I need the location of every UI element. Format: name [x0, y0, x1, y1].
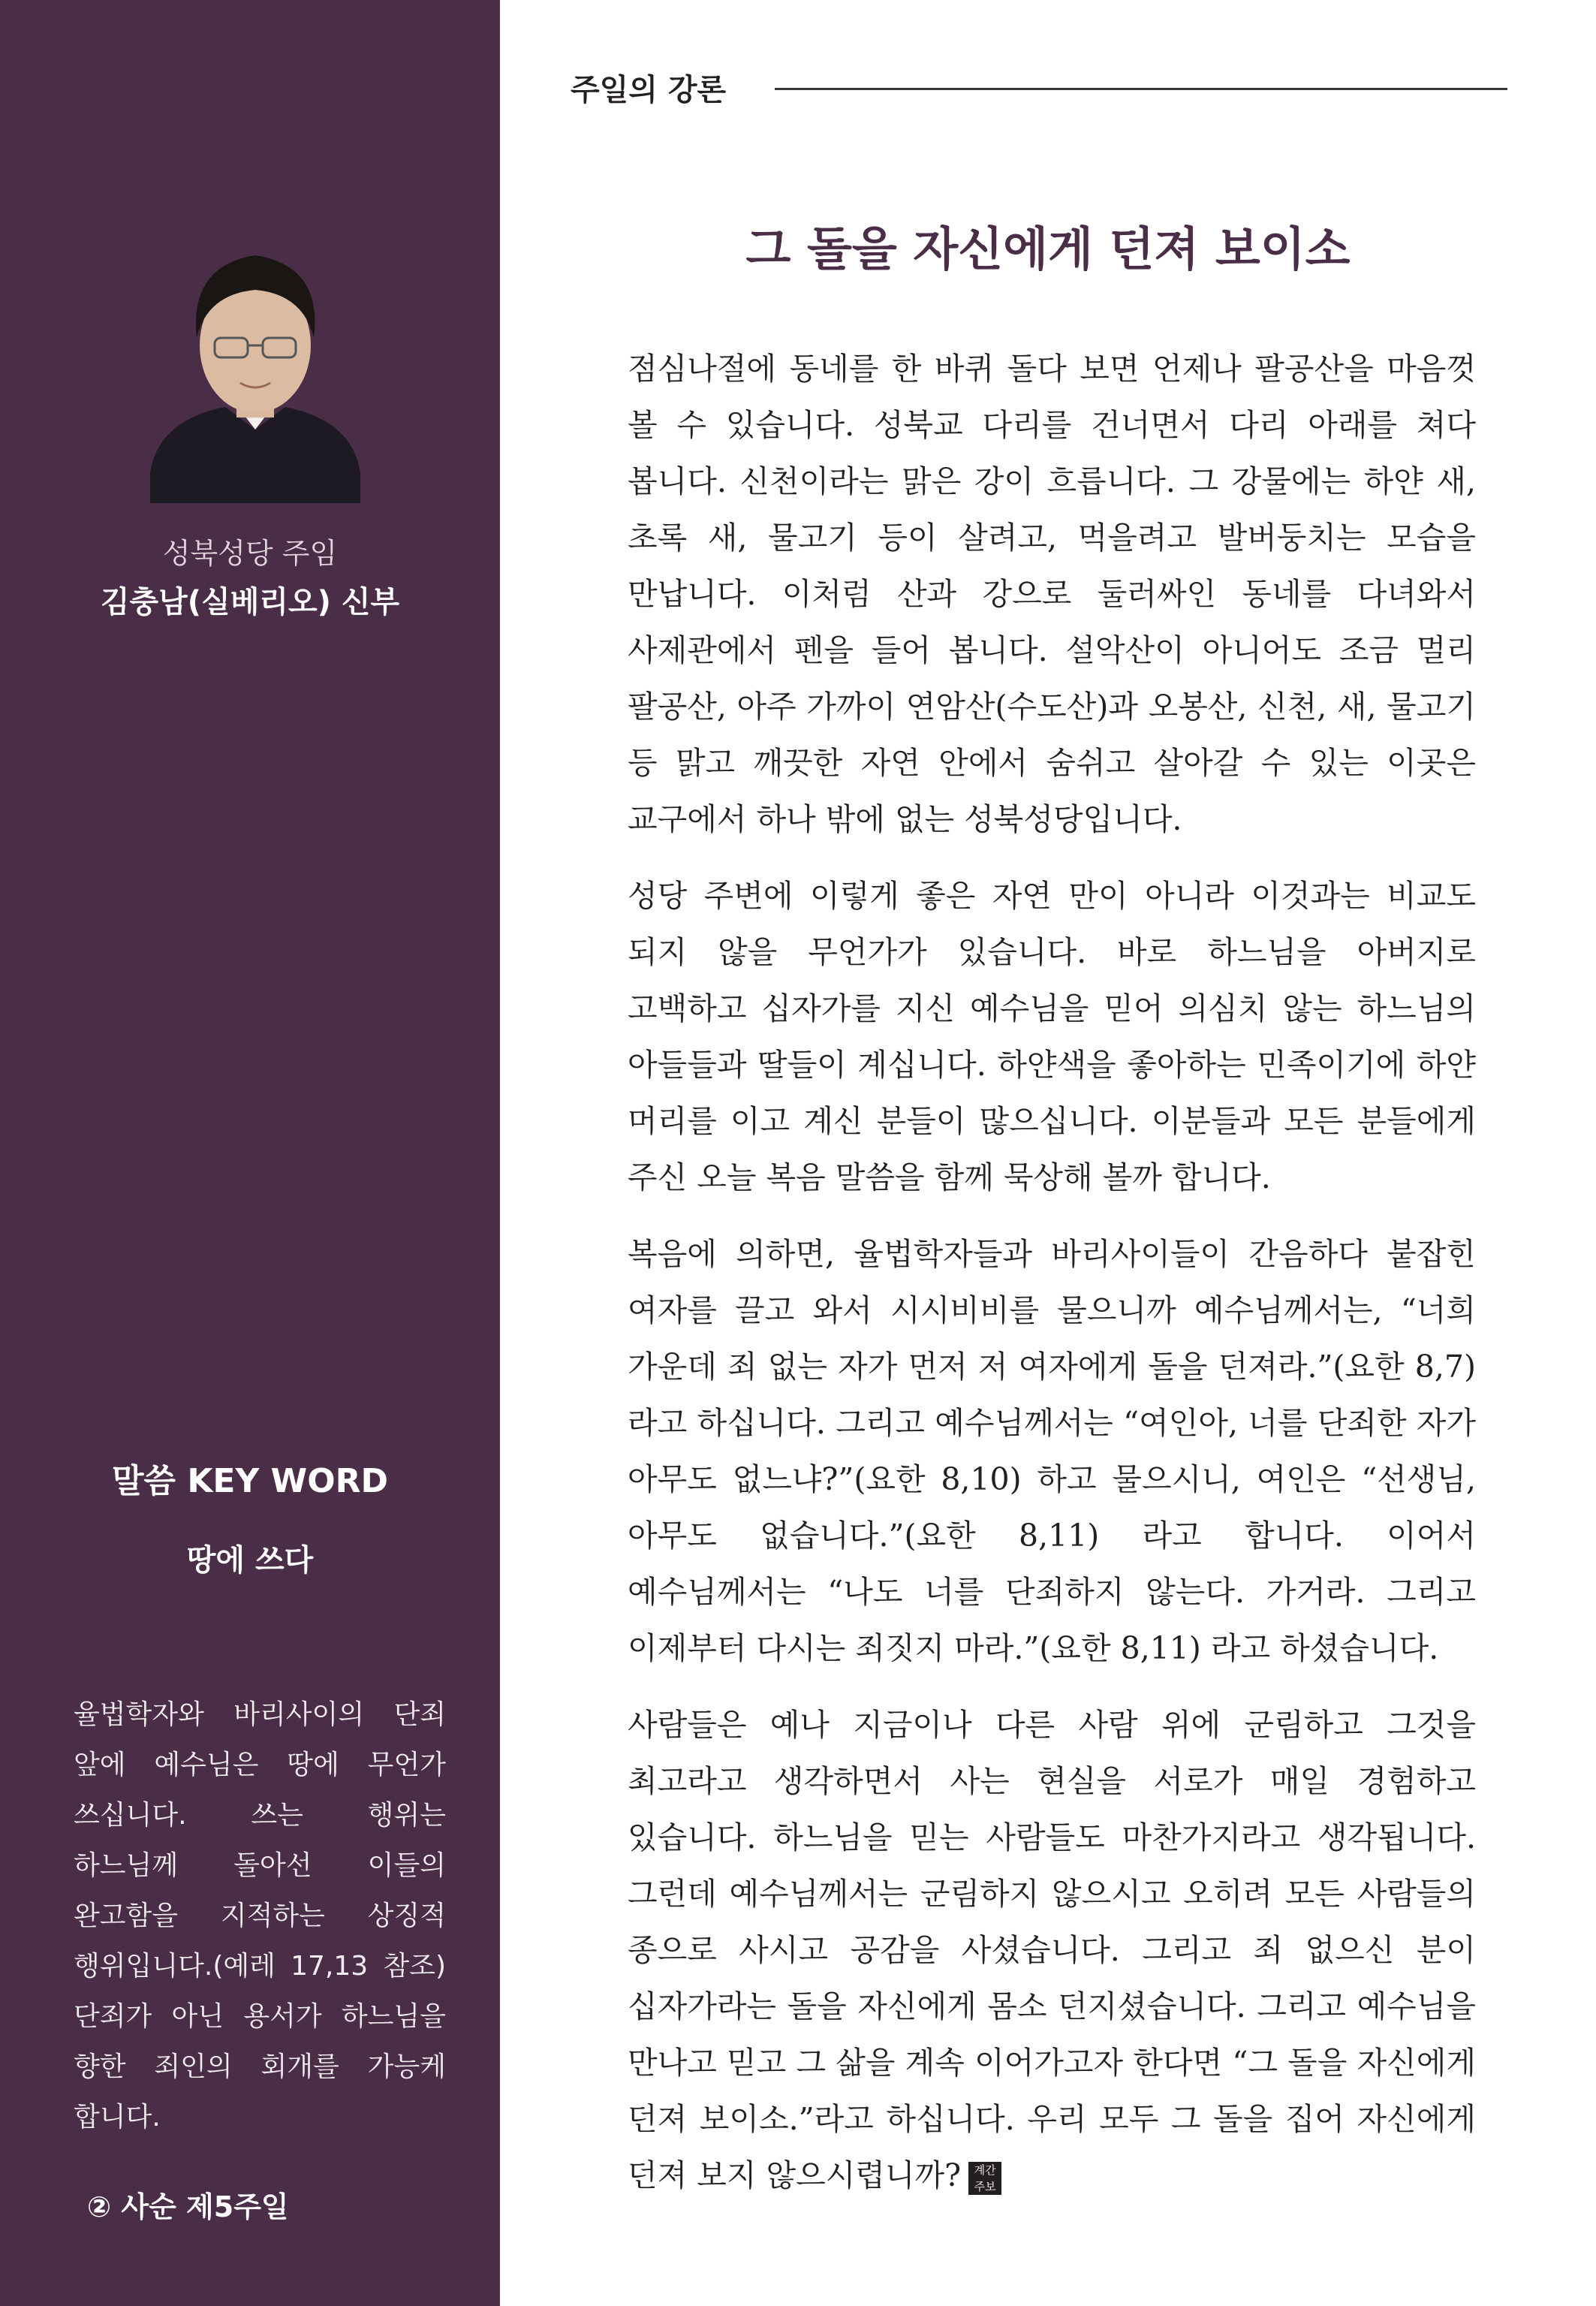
article-paragraph-text: 사람들은 예나 지금이나 다른 사람 위에 군림하고 그것을 최고라고 생각하면서 사는 현실을 서로가 매일 경험하고 있습니다. 하느님을 믿는 사람들도 마찬가지라고 생각됩니다. 그런데 예수님께서는 군림하지 않으시고 오히려 모든 사람들의 종으로 사시고 공감을 사셨습니다. 그리고 죄 없으신 분이 십자가라는 돌을 자신에게 몸소 던지셨습니다. 그리고 예수님을 만나고 믿고 그 삶을 계속 이어가고자 한다면 “그 돌을 자신에게 던져 보이소.”라고 하십니다. 우리 모두 그 돌을 집어 자신에게 던져 보지 않으시렵니까?: [628, 1707, 1476, 2193]
sidebar: [0, 0, 500, 2306]
header-divider: [775, 88, 1507, 90]
section-label: 주일의 강론: [571, 73, 727, 107]
author-role: 성북성당 주임: [162, 537, 338, 570]
article-paragraph: 복음에 의하면, 율법학자들과 바리사이들이 간음하다 붙잡힌 여자를 끌고 와서 시시비비를 물으니까 예수님께서는, “너희 가운데 죄 없는 자가 먼저 저 여자에게 돌을 던져라.”(요한 8,7) 라고 하십니다. 그리고 예수님께서는 “여인아, 너를 단죄한 자가 아무도 없느냐?”(요한 8,10) 하고 물으시니, 여인은 “선생님, 아무도 없습니다.”(요한 8,11) 라고 합니다. 이어서 예수님께서는 “나도 너를 단죄하지 않는다. 가거라. 그리고 이제부터 다시는 죄짓지 마라.”(요한 8,11) 라고 하셨습니다.: [628, 1236, 1476, 1666]
issue-label: ② 사순 제5주일: [87, 2190, 289, 2223]
keyword: 땅에 쓰다: [186, 1543, 314, 1578]
author-portrait: [143, 233, 368, 503]
end-mark-icon: 계간 주보: [968, 2162, 1001, 2195]
article-paragraph: 점심나절에 동네를 한 바퀴 돌다 보면 언제나 팔공산을 마음껏 볼 수 있습니다. 성북교 다리를 건너면서 다리 아래를 쳐다 봅니다. 신천이라는 맑은 강이 흐릅니다. 그 강물에는 하얀 새, 초록 새, 물고기 등이 살려고, 먹을려고 발버둥치는 모습을 만납니다. 이처럼 산과 강으로 둘러싸인 동네를 다녀와서 사제관에서 펜을 들어 봅니다. 설악산이 아니어도 조금 멀리 팔공산, 아주 가까이 연암산(수도산)과 오봉산, 신천, 새, 물고기 등 맑고 깨끗한 자연 안에서 숨쉬고 살아갈 수 있는 이곳은 교구에서 하나 밖에 없는 성북성당입니다.: [628, 351, 1476, 837]
article-title: 그 돌을 자신에게 던져 보이소: [745, 222, 1351, 276]
keyword-heading: 말씀 KEY WORD: [112, 1462, 388, 1500]
author-name: 김충남(실베리오) 신부: [100, 585, 400, 619]
article-paragraph: 성당 주변에 이렇게 좋은 자연 만이 아니라 이것과는 비교도 되지 않을 무언가가 있습니다. 바로 하느님을 아버지로 고백하고 십자가를 지신 예수님을 믿어 의심치 않는 하느님의 아들들과 딸들이 계십니다. 하얀색을 좋아하는 민족이기에 하얀 머리를 이고 계신 분들이 많으십니다. 이분들과 모든 분들에게 주신 오늘 복음 말씀을 함께 묵상해 볼까 합니다.: [628, 878, 1476, 1195]
article-paragraph: [628, 1697, 1476, 2204]
article-body: [628, 341, 1476, 2224]
keyword-description: 율법학자와 바리사이의 단죄 앞에 예수님은 땅에 무언가 쓰십니다. 쓰는 행위는 하느님께 돌아선 이들의 완고함을 지적하는 상징적 행위입니다.(예레 17,13 참조) 단죄가 아닌 용서가 하느님을 향한 죄인의 회개를 가능케 합니다.: [74, 1699, 446, 2133]
